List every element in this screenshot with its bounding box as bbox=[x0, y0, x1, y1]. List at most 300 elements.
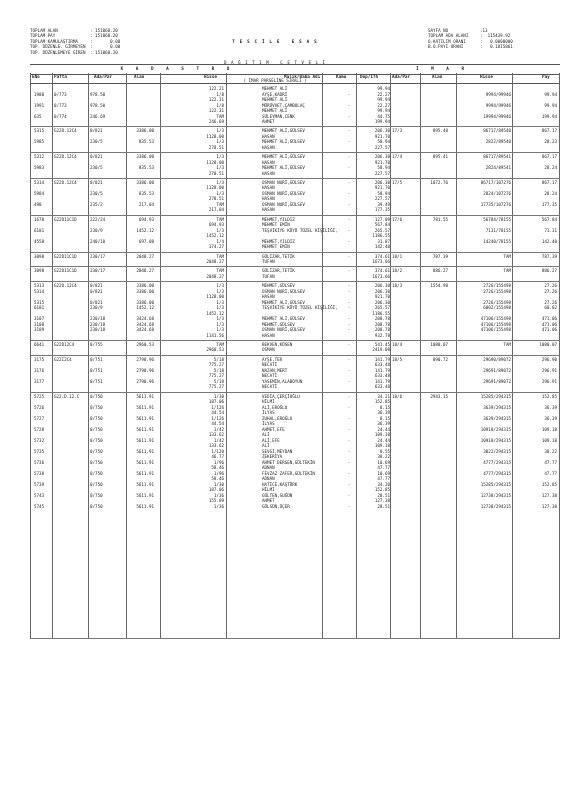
kamu: - bbox=[347, 113, 351, 119]
share: 1/3 bbox=[216, 179, 224, 185]
owner-name: İLYAS bbox=[262, 410, 275, 415]
ada-parsel: 230/5 bbox=[90, 190, 103, 196]
title-tescile-esas: T E S C İ L E E S A S bbox=[232, 38, 318, 44]
row-group-divider bbox=[30, 281, 560, 282]
area: 5611.91 bbox=[136, 481, 154, 487]
dop-value: 2419.08 bbox=[372, 347, 390, 353]
header-page-info bbox=[428, 28, 513, 50]
header-total-value: : 0.00 bbox=[90, 44, 121, 50]
table-row bbox=[30, 259, 560, 265]
share: 1/42 bbox=[213, 437, 224, 443]
title-dagitim-cetveli: D A Ğ I T I M C E T V E L İ bbox=[223, 60, 327, 66]
owner-name: HASAN bbox=[262, 170, 275, 176]
owner-name: HASAN bbox=[262, 185, 275, 191]
row-group-divider bbox=[30, 266, 560, 267]
imar-area: 1080.07 bbox=[430, 341, 448, 347]
imar-area: 787.39 bbox=[432, 253, 448, 259]
col-malik: Malik/Baba Adı bbox=[284, 75, 321, 80]
imar-ada-parsel: 17/4 bbox=[392, 154, 403, 160]
pay: 1080.07 bbox=[539, 341, 557, 347]
share: TAM bbox=[216, 253, 224, 259]
row-group-divider bbox=[30, 152, 560, 153]
share: 44.54 bbox=[211, 410, 224, 415]
table-row bbox=[30, 384, 560, 390]
area: 3424.68 bbox=[136, 327, 154, 333]
header-info-label: B.O.PAYI ORANI bbox=[428, 44, 464, 50]
header-total-label: TOPLAM PAY bbox=[30, 33, 56, 39]
dop-value: 141.79 bbox=[374, 356, 390, 362]
table-row bbox=[30, 274, 560, 280]
dop-value: 8.15 bbox=[379, 415, 390, 421]
owner-name: MEHMET EMİN bbox=[262, 244, 290, 250]
imar-area: 1554.98 bbox=[430, 283, 448, 289]
owner-name: MÜRÜVVET,ÇAMBULAÇ bbox=[262, 102, 305, 108]
pay: 99.94 bbox=[544, 102, 557, 108]
share: 1/96 bbox=[213, 470, 224, 476]
parcel-entry-no: 1991 bbox=[34, 102, 45, 108]
owner-name: ALİ,EROĞLU bbox=[262, 404, 288, 410]
imar-share: 10918/294315 bbox=[480, 437, 511, 443]
imar-area: 895.40 bbox=[432, 128, 448, 134]
col-kamu: Kamu bbox=[336, 75, 347, 80]
kamu: - bbox=[347, 179, 351, 185]
owner-name: AHMET bbox=[262, 498, 275, 503]
dop-value: 141.79 bbox=[374, 367, 390, 373]
col-ialan: Alan bbox=[432, 75, 443, 80]
owner-name: AHMET DERGEN,GÜLTEKİN bbox=[262, 459, 315, 465]
owner-name: TUFAN bbox=[262, 273, 275, 279]
kamu: - bbox=[347, 128, 351, 134]
owner-name: GÜLİZAR,TETİK bbox=[262, 268, 295, 274]
share: 1/126 bbox=[211, 415, 224, 421]
imar-share: 14240/78155 bbox=[483, 238, 511, 244]
parcel-entry-no: 635 bbox=[34, 113, 42, 119]
table-row bbox=[30, 333, 560, 339]
area: 5611.91 bbox=[136, 459, 154, 465]
imar-ada-parsel: 18/4 bbox=[392, 341, 403, 347]
parcel-entry-no: 3175 bbox=[34, 356, 45, 362]
kamu: - bbox=[347, 459, 351, 465]
ada-parsel: 230/5 bbox=[90, 165, 103, 171]
parcel-entry-no: 5732 bbox=[34, 437, 45, 443]
pay: 471.06 bbox=[541, 321, 557, 327]
kamu: - bbox=[347, 448, 351, 454]
pay: 27.26 bbox=[544, 288, 557, 294]
kamu: - bbox=[347, 253, 351, 259]
kamu: - bbox=[347, 299, 351, 305]
table-row bbox=[30, 171, 560, 177]
owner-name: MEHMET,GÜLSEV bbox=[262, 321, 295, 327]
owner-name: SEVGİ,MEYDAN bbox=[262, 448, 293, 454]
imar-share: 29690/89072 bbox=[483, 356, 511, 362]
pafta: 0/774 bbox=[54, 113, 67, 119]
pay: 27.26 bbox=[544, 283, 557, 289]
imar-share: 19994/99946 bbox=[483, 113, 511, 119]
kamu: - bbox=[347, 102, 351, 108]
kamu: - bbox=[347, 470, 351, 476]
kamu: - bbox=[347, 415, 351, 421]
section-kadastro: K A D A S T R O bbox=[30, 65, 325, 75]
imar-share: 9994/99946 bbox=[485, 91, 511, 97]
owner-name: TUFAN bbox=[262, 259, 275, 264]
imar-share: 2824/89541 bbox=[485, 165, 511, 171]
share: 5/18 bbox=[213, 367, 224, 373]
col-ada: Ada/Par bbox=[94, 75, 113, 80]
header-info-label: O.KATILIM ORANI bbox=[428, 38, 466, 44]
dop-value: 921.70 bbox=[374, 294, 390, 300]
imar-share: TAM bbox=[503, 341, 511, 347]
header-total-value: : 151068.20 bbox=[90, 33, 118, 39]
pay: 177.35 bbox=[541, 201, 557, 207]
pafta: G22D.12C4 bbox=[54, 128, 77, 134]
imar-area: 2943.15 bbox=[430, 393, 448, 399]
dop-value: 1673.66 bbox=[372, 273, 390, 279]
share: 1/4 bbox=[216, 238, 224, 244]
header-total-value: : 0.00 bbox=[90, 38, 121, 44]
owner-name: OSMAN bbox=[262, 347, 275, 353]
pay: 296.91 bbox=[541, 378, 557, 384]
parcel-entry-no: 3098 bbox=[34, 268, 45, 274]
area: 3386.00 bbox=[136, 128, 154, 134]
owner-name: TEŞVİKİYE KÖYÜ TÜZEL KİŞİLİĞİ, bbox=[262, 305, 338, 311]
dop-value: 199.94 bbox=[374, 119, 390, 124]
pay: 142.40 bbox=[541, 238, 557, 244]
share: 1141.56 bbox=[206, 332, 224, 338]
kamu: - bbox=[347, 378, 351, 384]
dop-value: 633.48 bbox=[374, 373, 390, 379]
row-group-divider bbox=[30, 340, 560, 341]
owner-name: ADNAN bbox=[262, 465, 275, 470]
imar-share: TAM bbox=[503, 253, 511, 259]
pay: 471.06 bbox=[541, 316, 557, 322]
imar-share: 15285/294315 bbox=[480, 481, 511, 487]
owner-name: OSMAN NURİ,GÜLSEV bbox=[262, 288, 305, 294]
dop-value: 265.57 bbox=[374, 227, 390, 233]
ada-parsel: 0/821 bbox=[90, 288, 103, 294]
header-total-row bbox=[30, 50, 120, 55]
row-group-divider bbox=[30, 252, 560, 253]
pafta: G22D.12C4 bbox=[54, 154, 77, 160]
table-border-bottom bbox=[30, 638, 560, 639]
kamu: - bbox=[347, 341, 351, 347]
owner-name: ADNAN bbox=[262, 476, 275, 481]
share: 217.04 bbox=[208, 207, 224, 213]
parcel-entry-no: 5745 bbox=[34, 503, 45, 509]
ada-parsel: 978.50 bbox=[90, 102, 106, 108]
share: 1128.00 bbox=[206, 294, 224, 300]
imar-share: 2824/107276 bbox=[483, 190, 511, 196]
imar-share: 7131/78155 bbox=[485, 227, 511, 233]
imar-share: 29691/89072 bbox=[483, 367, 511, 373]
share: 1/3 bbox=[216, 154, 224, 160]
parcel-entry-no: 5728 bbox=[34, 426, 45, 432]
owner-name: ZEKERİYA bbox=[262, 454, 283, 459]
share: TAM bbox=[216, 113, 224, 119]
owner-name: HASAN bbox=[262, 207, 275, 213]
pay: 28.24 bbox=[544, 190, 557, 196]
share: 278.51 bbox=[208, 170, 224, 176]
pay: 199.94 bbox=[541, 113, 557, 119]
ada-parsel: 0/750 bbox=[90, 459, 103, 465]
dop-value: 633.48 bbox=[374, 362, 390, 368]
kamu: - bbox=[347, 190, 351, 196]
kamu: - bbox=[347, 154, 351, 160]
share: 1452.12 bbox=[206, 310, 224, 316]
table-row bbox=[30, 244, 560, 250]
owner-name: ALİ bbox=[262, 432, 270, 437]
col-eno: ENo bbox=[32, 75, 40, 80]
area: 3424.68 bbox=[136, 316, 154, 322]
share: 1/96 bbox=[213, 459, 224, 465]
owner-name: NAZAN,MERT bbox=[262, 367, 288, 373]
kamu: - bbox=[347, 283, 351, 289]
dop-value: 58.94 bbox=[377, 165, 390, 171]
dop-value: 10.69 bbox=[377, 470, 390, 476]
parcel-entry-no: 6181 bbox=[34, 305, 45, 311]
pay: 28.24 bbox=[544, 165, 557, 171]
section-imar: İ M A R bbox=[325, 65, 560, 75]
dop-value: 227.57 bbox=[374, 196, 390, 202]
area: 2790.96 bbox=[136, 356, 154, 362]
dop-value: 208.78 bbox=[374, 321, 390, 327]
owner-name: SÜLEYMAN,CENK bbox=[262, 113, 295, 119]
share: 58.46 bbox=[211, 465, 224, 470]
imar-share: TAM bbox=[503, 268, 511, 274]
header-total-value: : 151068.20 bbox=[90, 28, 118, 33]
owner-name: YASEMİN,ALABOYUN bbox=[262, 378, 303, 384]
pay: 47.77 bbox=[544, 470, 557, 476]
parcel-entry-no: 3098 bbox=[34, 253, 45, 259]
kamu: - bbox=[347, 367, 351, 373]
dop-value: 28.51 bbox=[377, 492, 390, 498]
area: 835.53 bbox=[138, 190, 154, 196]
pay: 152.85 bbox=[541, 481, 557, 487]
imar-ada-parsel: 18/5 bbox=[392, 356, 403, 362]
parcel-entry-no: 5736 bbox=[34, 459, 45, 465]
dop-value: 208.78 bbox=[374, 316, 390, 322]
header-total-value: : 151068.20 bbox=[90, 49, 118, 55]
area: 5611.91 bbox=[136, 404, 154, 410]
pafta: 0/773 bbox=[54, 102, 67, 108]
owner-name: BEKVEN,KÜSEN bbox=[262, 341, 293, 347]
share: 1/3 bbox=[216, 139, 224, 145]
pay: 296.91 bbox=[541, 367, 557, 373]
dop-value: 22.27 bbox=[377, 91, 390, 97]
area: 1452.12 bbox=[136, 227, 154, 233]
area: 1452.12 bbox=[136, 305, 154, 311]
header-total-label: TOPLAM KAMULAŞTIRMA bbox=[30, 38, 78, 44]
owner-name: MEHMET ALİ bbox=[262, 86, 288, 91]
share: 278.51 bbox=[208, 196, 224, 202]
dop-value: 206.30 bbox=[374, 179, 390, 185]
imar-share: 2822/89540 bbox=[485, 139, 511, 145]
dop-value: 206.30 bbox=[374, 128, 390, 134]
ada-parsel: 246.69 bbox=[90, 113, 106, 119]
share: 1/3 bbox=[216, 321, 224, 327]
share: 5/18 bbox=[213, 378, 224, 384]
imar-share: 12738/294315 bbox=[480, 503, 511, 509]
imar-area: 781.55 bbox=[432, 216, 448, 222]
dop-value: 227.57 bbox=[374, 170, 390, 176]
imar-share: 47106/155498 bbox=[480, 316, 511, 322]
dop-value: 1186.55 bbox=[372, 310, 390, 316]
pafta: G22.D.12.C bbox=[54, 393, 80, 399]
share: 155.89 bbox=[208, 498, 224, 503]
area: 5611.91 bbox=[136, 426, 154, 432]
area: 5611.91 bbox=[136, 448, 154, 454]
pay: 867.17 bbox=[541, 179, 557, 185]
owner-name: NECATİ bbox=[262, 384, 278, 390]
parcel-entry-no: 3177 bbox=[34, 378, 45, 384]
table-row bbox=[30, 145, 560, 151]
share: 246.69 bbox=[208, 119, 224, 124]
owner-name: OSMAN NURİ,GÜLSEV bbox=[262, 201, 305, 207]
owner-name: MEHMET ALİ,GÜLSEV bbox=[262, 316, 305, 322]
kamu: - bbox=[347, 393, 351, 399]
area: 5611.91 bbox=[136, 503, 154, 509]
share: 46.77 bbox=[211, 454, 224, 459]
imar-ada-parsel: 17/5 bbox=[392, 179, 403, 185]
imar-area: 886.27 bbox=[432, 268, 448, 274]
dop-value: 10.69 bbox=[377, 459, 390, 465]
owner-name: OSMAN NURİ,GÜLSEV bbox=[262, 327, 305, 333]
pafta: G22D.12C4 bbox=[54, 179, 77, 185]
owner-name: MEHMET ALİ,GÜLSEV bbox=[262, 165, 305, 171]
share: 1/36 bbox=[213, 492, 224, 498]
ada-parsel: 0/751 bbox=[90, 356, 103, 362]
imar-share: 12738/294315 bbox=[480, 492, 511, 498]
pay: 296.90 bbox=[541, 356, 557, 362]
dop-value: 36.39 bbox=[377, 421, 390, 426]
parcel-entry-no: 5315 bbox=[34, 128, 45, 134]
imar-share: 3822/294315 bbox=[483, 448, 511, 454]
share: TAM bbox=[216, 216, 224, 222]
imar-share: 17735/107276 bbox=[480, 201, 511, 207]
ada-parsel: 978.50 bbox=[90, 91, 106, 97]
dop-value: 265.57 bbox=[374, 305, 390, 311]
area: 5611.91 bbox=[136, 492, 154, 498]
dop-value: 921.70 bbox=[374, 159, 390, 165]
pay: 787.39 bbox=[541, 253, 557, 259]
pay: 471.06 bbox=[541, 327, 557, 333]
dop-value: 38.22 bbox=[377, 454, 390, 459]
owner-name: HASAN bbox=[262, 133, 275, 139]
pay: 27.26 bbox=[544, 299, 557, 305]
pay: 867.17 bbox=[541, 154, 557, 160]
dop-value: 24.44 bbox=[377, 426, 390, 432]
pafta: G22D11C1D bbox=[54, 216, 77, 222]
share: 1/3 bbox=[216, 316, 224, 322]
parcel-entry-no: 5314 bbox=[34, 179, 45, 185]
area: 3386.00 bbox=[136, 299, 154, 305]
share: 1/3 bbox=[216, 327, 224, 333]
parcel-entry-no: 5313 bbox=[34, 283, 45, 289]
imar-share: 10918/294315 bbox=[480, 426, 511, 432]
share: 44.54 bbox=[211, 421, 224, 426]
share: 1/30 bbox=[213, 481, 224, 487]
share: 278.51 bbox=[208, 144, 224, 150]
imar-area: 895.41 bbox=[432, 154, 448, 160]
dop-value: 921.70 bbox=[374, 133, 390, 139]
ada-parsel: 0/755 bbox=[90, 341, 103, 347]
ada-parsel: 0/750 bbox=[90, 481, 103, 487]
ada-parsel: 0/750 bbox=[90, 503, 103, 509]
area: 3386.00 bbox=[136, 288, 154, 294]
imar-share: 9994/99946 bbox=[485, 102, 511, 108]
owner-name: MEHMET ALİ bbox=[262, 108, 288, 113]
owner-name: HİLMİ bbox=[262, 487, 275, 492]
dop-value: 127.09 bbox=[374, 216, 390, 222]
table-row bbox=[30, 207, 560, 213]
pay: 152.85 bbox=[541, 393, 557, 399]
share: 174.27 bbox=[208, 244, 224, 250]
pafta: G22D11C1D bbox=[54, 268, 77, 274]
share: 122.31 bbox=[208, 97, 224, 102]
imar-share: 3639/294315 bbox=[483, 404, 511, 410]
share: 775.27 bbox=[208, 362, 224, 368]
dop-value: 109.18 bbox=[374, 432, 390, 437]
header-info-value: : 0.0000000 bbox=[480, 38, 513, 44]
parcel-entry-no: 490 bbox=[34, 201, 42, 207]
owner-name: HATİCE,KAŞTÜRK bbox=[262, 481, 298, 487]
parcel-entry-no: 5743 bbox=[34, 492, 45, 498]
pay: 567.84 bbox=[541, 216, 557, 222]
kamu: - bbox=[347, 238, 351, 244]
dop-value: 99.94 bbox=[377, 97, 390, 102]
dop-value: 34.21 bbox=[377, 393, 390, 399]
share: 775.27 bbox=[208, 384, 224, 390]
parcel-entry-no: 5315 bbox=[34, 299, 45, 305]
pay: 60.02 bbox=[544, 305, 557, 311]
dop-value: 142.40 bbox=[374, 244, 390, 250]
col-pay: Pay bbox=[542, 75, 550, 80]
owner-name: GÜLSÜN,ÜÇER bbox=[262, 503, 290, 509]
area: 835.53 bbox=[138, 139, 154, 145]
share: 1/3 bbox=[216, 288, 224, 294]
header-info-label: SAYFA NO bbox=[428, 28, 449, 33]
table-row bbox=[30, 504, 560, 510]
pay: 127.38 bbox=[541, 492, 557, 498]
imar-share: 15285/294315 bbox=[480, 393, 511, 399]
dop-value: 44.75 bbox=[377, 113, 390, 119]
area: 2048.27 bbox=[136, 268, 154, 274]
area: 835.53 bbox=[138, 165, 154, 171]
dop-value: 932.78 bbox=[374, 332, 390, 338]
parcel-entry-no: 5726 bbox=[34, 404, 45, 410]
ada-parsel: 0/750 bbox=[90, 492, 103, 498]
kamu: - bbox=[347, 503, 351, 509]
row-group-divider bbox=[30, 392, 560, 393]
parcel-entry-no: 5312 bbox=[34, 154, 45, 160]
dop-value: 99.94 bbox=[377, 108, 390, 113]
pay: 109.18 bbox=[541, 426, 557, 432]
owner-name: TEŞVİKİYE KÖYÜ TÜZEL KİŞİLİĞİ, bbox=[262, 227, 338, 233]
dop-value: 31.87 bbox=[377, 238, 390, 244]
share: 133.62 bbox=[208, 443, 224, 448]
owner-name: AYŞE,KADRİ bbox=[262, 91, 288, 97]
share: 1452.12 bbox=[206, 233, 224, 239]
dop-value: 1673.66 bbox=[372, 259, 390, 264]
area: 2960.53 bbox=[136, 341, 154, 347]
share: 1128.00 bbox=[206, 185, 224, 191]
area: 694.93 bbox=[138, 216, 154, 222]
parcel-entry-no: 4558 bbox=[34, 238, 45, 244]
col-dop: Dop/İTh bbox=[360, 75, 379, 80]
parcel-entry-no: 6181 bbox=[34, 227, 45, 233]
share: 1/3 bbox=[216, 227, 224, 233]
header-total-label: TOP. DÜZENLEMEYE GİREN bbox=[30, 49, 86, 55]
header-info-label: TOPLAM ADA ALANI bbox=[428, 33, 469, 39]
